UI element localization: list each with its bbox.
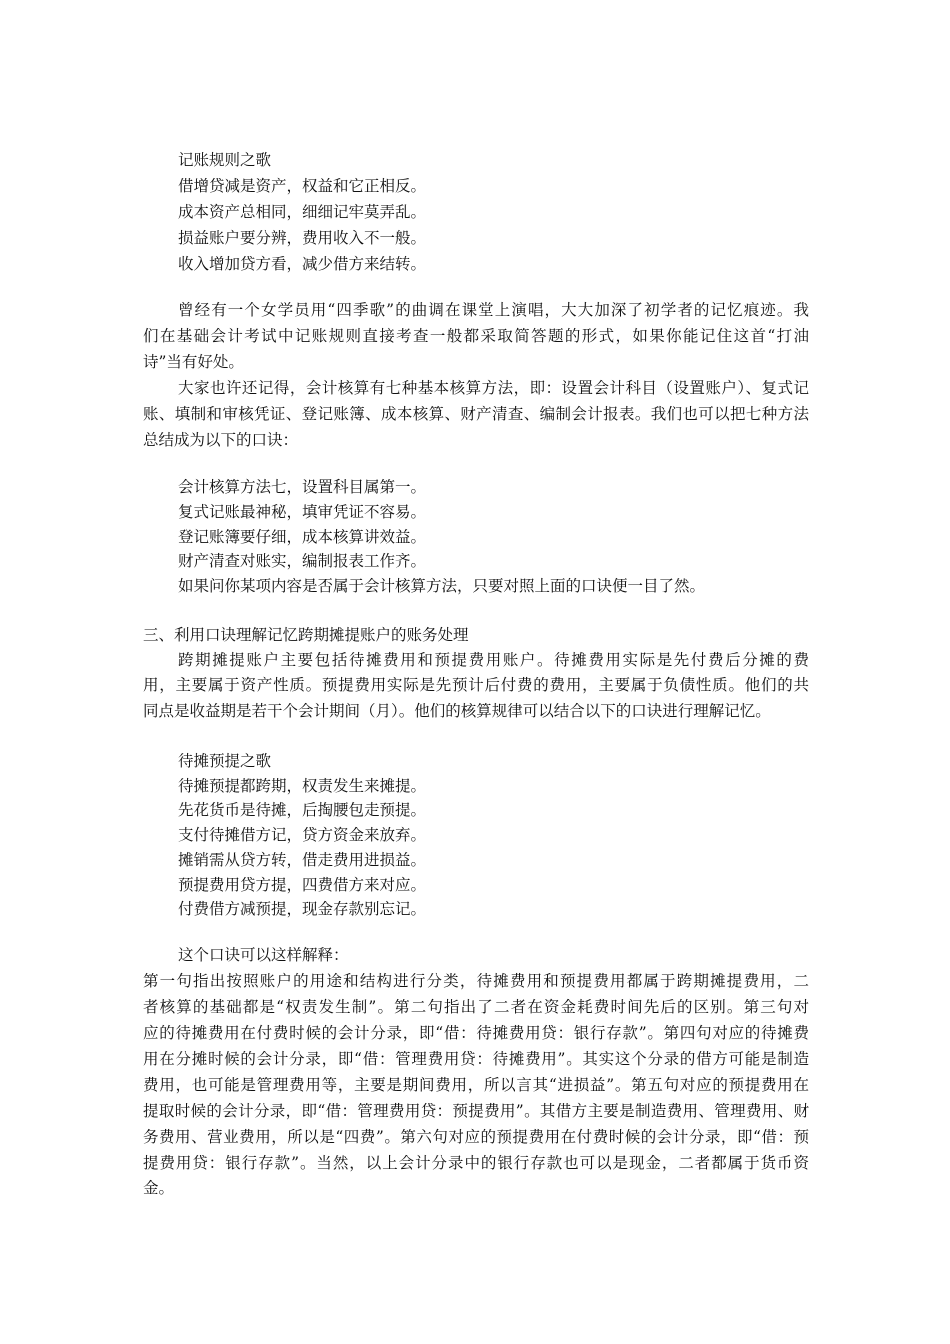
song-title-deferred-accrued: 待摊预提之歌 bbox=[178, 752, 272, 770]
song-line: 收入增加贷方看，减少借方来结转。 bbox=[178, 255, 427, 273]
paragraph-line: 应的待摊费用在付费时候的会计分录，即“借：待摊费用贷：银行存款”。第四句对应的待摊费 bbox=[143, 1024, 809, 1042]
paragraph-line: 曾经有一个女学员用“四季歌”的曲调在课堂上演唱，大大加深了初学者的记忆痕迹。我 bbox=[178, 301, 809, 319]
paragraph-line: 大家也许还记得，会计核算有七种基本核算方法，即：设置会计科目（设置账户）、复式记 bbox=[178, 379, 809, 397]
song-line: 复式记账最神秘，填审凭证不容易。 bbox=[178, 503, 427, 521]
song-line: 损益账户要分辨，费用收入不一般。 bbox=[178, 229, 427, 247]
song-line: 会计核算方法七，设置科目属第一。 bbox=[178, 478, 427, 496]
paragraph-line: 提费用贷：银行存款”。当然，以上会计分录中的银行存款也可以是现金，二者都属于货币资 bbox=[143, 1154, 809, 1172]
paragraph-line: 同点是收益期是若干个会计期间（月）。他们的核算规律可以结合以下的口诀进行理解记忆。 bbox=[143, 702, 771, 720]
paragraph-line: 用在分摊时候的会计分录，即“借：管理费用贷：待摊费用”。其实这个分录的借方可能是制造 bbox=[143, 1050, 809, 1068]
paragraph-line: 者核算的基础都是“权责发生制”。第二句指出了二者在资金耗费时间先后的区别。第三句对 bbox=[143, 998, 809, 1016]
song-line: 预提费用贷方提，四费借方来对应。 bbox=[178, 876, 427, 894]
paragraph-line: 总结成为以下的口诀： bbox=[143, 431, 299, 449]
section-heading: 三、利用口诀理解记忆跨期摊提账户的账务处理 bbox=[143, 626, 469, 644]
explanation-intro: 这个口诀可以这样解释： bbox=[178, 946, 349, 964]
song-line: 借增贷减是资产，权益和它正相反。 bbox=[178, 177, 427, 195]
song-title-bookkeeping-rules: 记账规则之歌 bbox=[178, 151, 272, 169]
song-line: 登记账簿要仔细，成本核算讲效益。 bbox=[178, 528, 427, 546]
paragraph-line: 们在基础会计考试中记账规则直接考查一般都采取简答题的形式，如果你能记住这首“打油 bbox=[143, 327, 809, 345]
paragraph-line: 用，主要属于资产性质。预提费用实际是先预计后付费的费用，主要属于负债性质。他们的共 bbox=[143, 676, 809, 694]
paragraph-line: 跨期摊提账户主要包括待摊费用和预提费用账户。待摊费用实际是先付费后分摊的费 bbox=[178, 651, 809, 669]
song-line: 成本资产总相同，细细记牢莫弄乱。 bbox=[178, 203, 427, 221]
song-line: 摊销需从贷方转，借走费用进损益。 bbox=[178, 851, 427, 869]
song-line: 支付待摊借方记，贷方资金来放弃。 bbox=[178, 826, 427, 844]
song-line: 待摊预提都跨期，权责发生来摊提。 bbox=[178, 777, 427, 795]
paragraph-line: 务费用、营业费用，所以是“四费”。第六句对应的预提费用在付费时候的会计分录，即“借：预 bbox=[143, 1128, 809, 1146]
song-line: 先花货币是待摊，后掏腰包走预提。 bbox=[178, 801, 427, 819]
paragraph-line: 第一句指出按照账户的用途和结构进行分类，待摊费用和预提费用都属于跨期摊提费用，二 bbox=[143, 972, 809, 990]
paragraph-line: 账、填制和审核凭证、登记账簿、成本核算、财产清查、编制会计报表。我们也可以把七种方法 bbox=[143, 405, 809, 423]
paragraph-line: 费用，也可能是管理费用等，主要是期间费用，所以言其“进损益”。第五句对应的预提费用在 bbox=[143, 1076, 809, 1094]
paragraph-line: 提取时候的会计分录，即“借：管理费用贷：预提费用”。其借方主要是制造费用、管理费用、财 bbox=[143, 1102, 809, 1120]
paragraph-line: 诗”当有好处。 bbox=[143, 353, 244, 371]
song-line: 如果问你某项内容是否属于会计核算方法，只要对照上面的口诀便一目了然。 bbox=[178, 577, 706, 595]
paragraph-line: 金。 bbox=[143, 1179, 175, 1197]
song-line: 财产清查对账实，编制报表工作齐。 bbox=[178, 552, 427, 570]
song-line: 付费借方减预提，现金存款别忘记。 bbox=[178, 900, 427, 918]
